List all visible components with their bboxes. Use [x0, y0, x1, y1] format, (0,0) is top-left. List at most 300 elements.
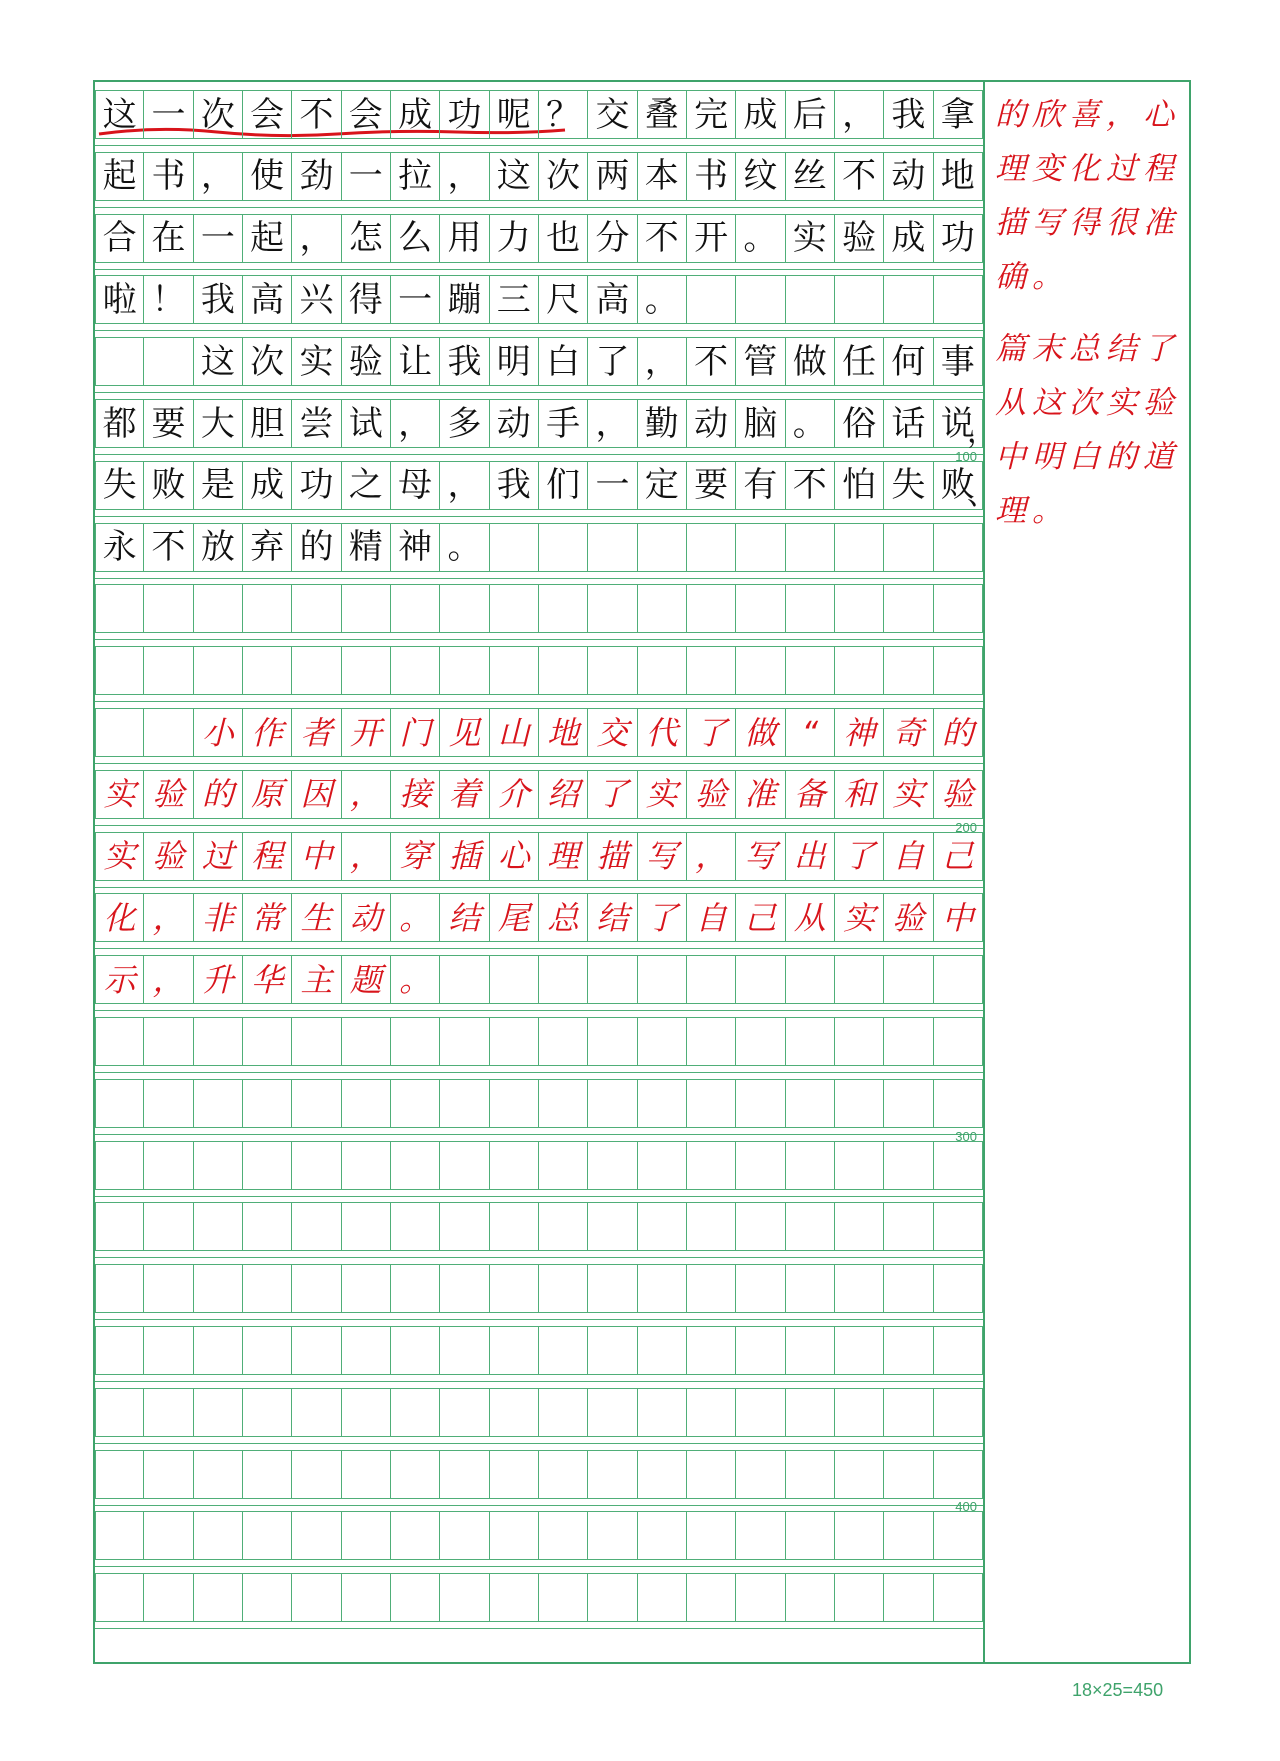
grid-cell: 了 — [687, 708, 736, 757]
grid-cell — [539, 646, 588, 695]
grid-cell: 高 — [243, 275, 292, 324]
grid-cell — [687, 1326, 736, 1375]
grid-cell: 怕 — [835, 461, 884, 510]
grid-cell: 不 — [786, 461, 835, 510]
grid-cell — [588, 955, 637, 1004]
grid-cell — [786, 1450, 835, 1499]
grid-row — [95, 275, 983, 324]
grid-cell — [638, 1388, 687, 1437]
grid-cell — [835, 1017, 884, 1066]
grid-cell — [884, 646, 933, 695]
grid-cell: 怎 — [342, 214, 391, 263]
grid-cell — [194, 1388, 243, 1437]
row-divider — [95, 1072, 983, 1073]
grid-cell — [736, 1450, 785, 1499]
grid-cell: 不 — [292, 90, 341, 139]
grid-cell: 手 — [539, 399, 588, 448]
grid-cell: 精 — [342, 523, 391, 572]
grid-cell: 功 — [292, 461, 341, 510]
grid-row — [95, 708, 983, 757]
grid-cell — [144, 1264, 193, 1313]
grid-cell — [934, 275, 983, 324]
grid-cell: 作 — [243, 708, 292, 757]
grid-cell — [243, 1202, 292, 1251]
grid-cell — [588, 1264, 637, 1313]
grid-row — [95, 770, 983, 819]
grid-cell — [934, 523, 983, 572]
grid-cell — [638, 1264, 687, 1313]
grid-cell — [243, 1388, 292, 1437]
grid-cell — [194, 1202, 243, 1251]
grid-cell — [144, 1202, 193, 1251]
grid-cell: 起 — [95, 152, 144, 201]
grid-cell — [490, 1326, 539, 1375]
grid-cell: ， — [342, 832, 391, 881]
grid-cell: 自 — [884, 832, 933, 881]
grid-row — [95, 399, 983, 448]
grid-cell: 我 — [440, 337, 489, 386]
grid-cell: 因 — [292, 770, 341, 819]
grid-cell: 拉 — [391, 152, 440, 201]
grid-cell — [490, 955, 539, 1004]
grid-cell — [934, 1450, 983, 1499]
grid-cell — [243, 1141, 292, 1190]
grid-cell — [884, 1264, 933, 1313]
grid-cell — [391, 584, 440, 633]
grid-row — [95, 461, 983, 510]
grid-cell — [342, 1079, 391, 1128]
grid-cell — [786, 523, 835, 572]
grid-cell: 尾 — [490, 893, 539, 942]
grid-cell — [144, 337, 193, 386]
grid-cell: 实 — [95, 832, 144, 881]
grid-cell: 总 — [539, 893, 588, 942]
grid-cell — [736, 275, 785, 324]
grid-cell: 题 — [342, 955, 391, 1004]
grid-cell: 放 — [194, 523, 243, 572]
grid-cell — [736, 1017, 785, 1066]
grid-cell — [539, 1141, 588, 1190]
grid-cell: 接 — [391, 770, 440, 819]
row-divider — [95, 1319, 983, 1320]
grid-cell — [835, 1079, 884, 1128]
grid-cell — [786, 1388, 835, 1437]
grid-cell: 成 — [884, 214, 933, 263]
grid-cell — [440, 1326, 489, 1375]
grid-cell: 开 — [687, 214, 736, 263]
grid-cell — [440, 1511, 489, 1560]
grid-cell — [490, 523, 539, 572]
grid-cell — [736, 1388, 785, 1437]
grid-cell: 描 — [588, 832, 637, 881]
grid-cell — [243, 1450, 292, 1499]
grid-cell: ， — [687, 832, 736, 881]
grid-cell: 理 — [539, 832, 588, 881]
grid-cell: 事 — [934, 337, 983, 386]
grid-cell: 永 — [95, 523, 144, 572]
grid-cell — [391, 1079, 440, 1128]
grid-cell: 是 — [194, 461, 243, 510]
grid-cell: 的 — [292, 523, 341, 572]
grid-cell — [440, 1573, 489, 1622]
grid-cell: 验 — [144, 832, 193, 881]
grid-cell — [194, 1450, 243, 1499]
grid-cell — [292, 1141, 341, 1190]
grid-cell: 会 — [342, 90, 391, 139]
grid-cell — [539, 1450, 588, 1499]
grid-cell: 胆 — [243, 399, 292, 448]
grid-cell: 门 — [391, 708, 440, 757]
grid-cell — [194, 1079, 243, 1128]
grid-cell: 小 — [194, 708, 243, 757]
grid-cell — [786, 1079, 835, 1128]
grid-cell — [835, 1264, 884, 1313]
grid-cell — [786, 955, 835, 1004]
grid-cell — [884, 1388, 933, 1437]
grid-cell — [835, 1511, 884, 1560]
grid-cell — [243, 1264, 292, 1313]
grid-cell: 山 — [490, 708, 539, 757]
grid-cell: 绍 — [539, 770, 588, 819]
grid-cell: 成 — [736, 90, 785, 139]
grid-cell — [194, 1573, 243, 1622]
grid-cell — [490, 1202, 539, 1251]
grid-cell — [588, 1326, 637, 1375]
grid-cell — [638, 1079, 687, 1128]
grid-cell — [588, 1017, 637, 1066]
grid-cell: 了 — [835, 832, 884, 881]
grid-cell: 脑 — [736, 399, 785, 448]
grid-row — [95, 646, 983, 695]
grid-cell: 神 — [391, 523, 440, 572]
grid-cell — [687, 1450, 736, 1499]
grid-cell — [638, 1573, 687, 1622]
grid-cell — [835, 275, 884, 324]
grid-cell: 。 — [440, 523, 489, 572]
row-divider — [95, 330, 983, 331]
grid-cell: ， — [391, 399, 440, 448]
grid-cell — [786, 646, 835, 695]
grid-cell — [95, 1017, 144, 1066]
grid-cell — [194, 1264, 243, 1313]
grid-cell — [95, 337, 144, 386]
grid-cell: 主 — [292, 955, 341, 1004]
row-divider — [95, 1010, 983, 1011]
grid-cell: 纹 — [736, 152, 785, 201]
grid-cell: 三 — [490, 275, 539, 324]
grid-cell: 实 — [835, 893, 884, 942]
grid-cell: 地 — [539, 708, 588, 757]
grid-cell — [440, 1264, 489, 1313]
grid-cell — [687, 1511, 736, 1560]
grid-cell: 啦 — [95, 275, 144, 324]
grid-cell: 书 — [687, 152, 736, 201]
grid-cell: ， — [588, 399, 637, 448]
grid-cell: 验 — [342, 337, 391, 386]
grid-cell: 者 — [292, 708, 341, 757]
grid-cell: 着 — [440, 770, 489, 819]
grid-cell: 兴 — [292, 275, 341, 324]
row-divider — [95, 269, 983, 270]
grid-row — [95, 1017, 983, 1066]
margin-note-1: 的欣喜，心理变化过程描写得很准确。 — [995, 97, 1180, 295]
grid-cell: 结 — [588, 893, 637, 942]
grid-cell: 奇 — [884, 708, 933, 757]
grid-cell — [95, 1450, 144, 1499]
grid-cell: 代 — [638, 708, 687, 757]
grid-cell — [490, 1141, 539, 1190]
grid-cell: 高 — [588, 275, 637, 324]
grid-cell — [539, 1388, 588, 1437]
grid-cell — [391, 1573, 440, 1622]
grid-cell — [588, 1202, 637, 1251]
grid-cell — [638, 1326, 687, 1375]
grid-cell — [144, 584, 193, 633]
grid-cell — [786, 275, 835, 324]
grid-cell — [95, 708, 144, 757]
grid-cell: 也 — [539, 214, 588, 263]
grid-cell: 做 — [786, 337, 835, 386]
grid-cell — [835, 1573, 884, 1622]
grid-cell — [95, 1511, 144, 1560]
grid-cell — [144, 1326, 193, 1375]
grid-cell: 神 — [835, 708, 884, 757]
grid-cell — [884, 1079, 933, 1128]
grid-cell — [638, 1202, 687, 1251]
grid-cell: 实 — [638, 770, 687, 819]
grid-cell: 非 — [194, 893, 243, 942]
grid-cell: 会 — [243, 90, 292, 139]
grid-cell: 一 — [194, 214, 243, 263]
grid-cell — [835, 523, 884, 572]
grid-cell: 分 — [588, 214, 637, 263]
grid-cell: 管 — [736, 337, 785, 386]
grid-cell: 后 — [786, 90, 835, 139]
grid-cell: 两 — [588, 152, 637, 201]
row-divider — [95, 145, 983, 146]
grid-cell — [736, 523, 785, 572]
grid-cell — [391, 1264, 440, 1313]
grid-row — [95, 1388, 983, 1437]
grid-cell — [934, 1511, 983, 1560]
grid-cell — [490, 646, 539, 695]
grid-cell: 中 — [292, 832, 341, 881]
grid-cell — [736, 584, 785, 633]
grid-cell: ， — [292, 214, 341, 263]
grid-cell: 我 — [884, 90, 933, 139]
grid-cell: 丝 — [786, 152, 835, 201]
grid-cell — [194, 1511, 243, 1560]
grid-cell — [95, 584, 144, 633]
grid-cell — [440, 584, 489, 633]
grid-cell — [342, 1511, 391, 1560]
grid-cell — [687, 955, 736, 1004]
grid-cell: 不 — [144, 523, 193, 572]
grid-cell — [687, 523, 736, 572]
grid-cell: ， — [440, 152, 489, 201]
grid-cell — [736, 1511, 785, 1560]
row-divider — [95, 1443, 983, 1444]
grid-cell — [539, 1079, 588, 1128]
grid-cell — [884, 584, 933, 633]
grid-cell — [835, 1202, 884, 1251]
grid-cell — [934, 1017, 983, 1066]
grid-cell — [687, 584, 736, 633]
grid-cell — [194, 584, 243, 633]
grid-cell: 么 — [391, 214, 440, 263]
grid-cell: 明 — [490, 337, 539, 386]
grid-cell — [144, 646, 193, 695]
grid-cell — [638, 523, 687, 572]
grid-cell — [884, 1511, 933, 1560]
grid-cell — [588, 1511, 637, 1560]
grid-cell: 都 — [95, 399, 144, 448]
grid-cell — [342, 1141, 391, 1190]
grid-cell — [440, 1388, 489, 1437]
grid-cell: 程 — [243, 832, 292, 881]
grid-row — [95, 1079, 983, 1128]
grid-cell: 尺 — [539, 275, 588, 324]
grid-cell: 了 — [588, 337, 637, 386]
grid-cell: 。 — [736, 214, 785, 263]
grid-cell — [736, 1573, 785, 1622]
row-divider — [95, 1566, 983, 1567]
grid-cell — [687, 1202, 736, 1251]
grid-cell — [144, 1450, 193, 1499]
grid-cell — [292, 1450, 341, 1499]
grid-row — [95, 90, 983, 139]
grid-cell: 生 — [292, 893, 341, 942]
grid-cell — [391, 1511, 440, 1560]
grid-cell — [194, 1141, 243, 1190]
grid-cell: 和 — [835, 770, 884, 819]
grid-cell — [490, 1264, 539, 1313]
grid-cell: 动 — [342, 893, 391, 942]
grid-cell: ！ — [144, 275, 193, 324]
grid-cell — [588, 1388, 637, 1437]
row-divider — [95, 207, 983, 208]
grid-cell — [391, 1326, 440, 1375]
grid-cell: ， — [144, 955, 193, 1004]
grid-cell: ， — [144, 893, 193, 942]
row-divider — [95, 887, 983, 888]
grid-cell: 己 — [934, 832, 983, 881]
grid-cell: 败 — [144, 461, 193, 510]
grid-cell — [144, 1017, 193, 1066]
grid-cell: 劲 — [292, 152, 341, 201]
grid-cell — [539, 584, 588, 633]
grid-cell: 穿 — [391, 832, 440, 881]
grid-cell: 了 — [638, 893, 687, 942]
grid-cell — [342, 1202, 391, 1251]
grid-cell — [292, 1326, 341, 1375]
grid-cell — [638, 1511, 687, 1560]
grid-cell — [440, 955, 489, 1004]
grid-cell — [194, 1017, 243, 1066]
row-divider — [95, 1628, 983, 1629]
grid-cell — [884, 955, 933, 1004]
grid-cell: 完 — [687, 90, 736, 139]
grid-cell — [391, 1202, 440, 1251]
grid-cell — [786, 1017, 835, 1066]
grid-cell: 插 — [440, 832, 489, 881]
grid-row — [95, 893, 983, 942]
grid-cell: 使 — [243, 152, 292, 201]
grid-cell — [292, 1079, 341, 1128]
grid-cell: 示 — [95, 955, 144, 1004]
grid-cell: ， — [638, 337, 687, 386]
grid-cell: 呢 — [490, 90, 539, 139]
grid-cell: 母 — [391, 461, 440, 510]
grid-cell — [736, 1264, 785, 1313]
grid-cell — [243, 584, 292, 633]
grid-cell: 一 — [342, 152, 391, 201]
grid-cell — [95, 1141, 144, 1190]
grid-cell — [95, 1264, 144, 1313]
grid-cell — [687, 1079, 736, 1128]
grid-cell: 这 — [490, 152, 539, 201]
row-divider — [95, 825, 983, 826]
grid-row — [95, 1141, 983, 1190]
grid-cell: 实 — [95, 770, 144, 819]
grid-cell: 何 — [884, 337, 933, 386]
grid-cell — [243, 1573, 292, 1622]
grid-cell — [786, 1202, 835, 1251]
grid-cell: 实 — [786, 214, 835, 263]
grid-cell: 说 — [934, 399, 983, 448]
grid-cell — [292, 1573, 341, 1622]
grid-cell — [292, 584, 341, 633]
grid-cell: 实 — [884, 770, 933, 819]
word-count-marker: 100 — [955, 448, 977, 464]
grid-cell — [342, 1388, 391, 1437]
grid-cell — [638, 1141, 687, 1190]
grid-cell — [95, 1388, 144, 1437]
grid-cell — [342, 1264, 391, 1313]
grid-cell — [539, 1573, 588, 1622]
row-divider — [95, 1257, 983, 1258]
grid-cell: 地 — [934, 152, 983, 201]
row-divider — [95, 948, 983, 949]
grid-cell: 本 — [638, 152, 687, 201]
grid-cell: 成 — [391, 90, 440, 139]
grid-cell: 升 — [194, 955, 243, 1004]
grid-cell: 己 — [736, 893, 785, 942]
writing-grid — [95, 82, 997, 1662]
grid-cell — [884, 1450, 933, 1499]
grid-cell — [342, 1450, 391, 1499]
grid-cell: 验 — [144, 770, 193, 819]
word-count-marker: 200 — [955, 819, 977, 835]
grid-cell — [292, 1511, 341, 1560]
grid-cell — [588, 646, 637, 695]
grid-cell — [391, 1141, 440, 1190]
grid-cell — [292, 1202, 341, 1251]
grid-cell — [391, 1388, 440, 1437]
grid-cell — [638, 584, 687, 633]
grid-cell — [786, 1141, 835, 1190]
grid-cell — [539, 955, 588, 1004]
grid-cell: 常 — [243, 893, 292, 942]
grid-cell — [440, 1450, 489, 1499]
grid-cell — [440, 1079, 489, 1128]
grid-cell — [934, 1202, 983, 1251]
margin-column — [983, 82, 1189, 1662]
grid-cell: 这 — [194, 337, 243, 386]
grid-cell: 我 — [194, 275, 243, 324]
grid-cell: 验 — [835, 214, 884, 263]
grid-cell — [835, 646, 884, 695]
